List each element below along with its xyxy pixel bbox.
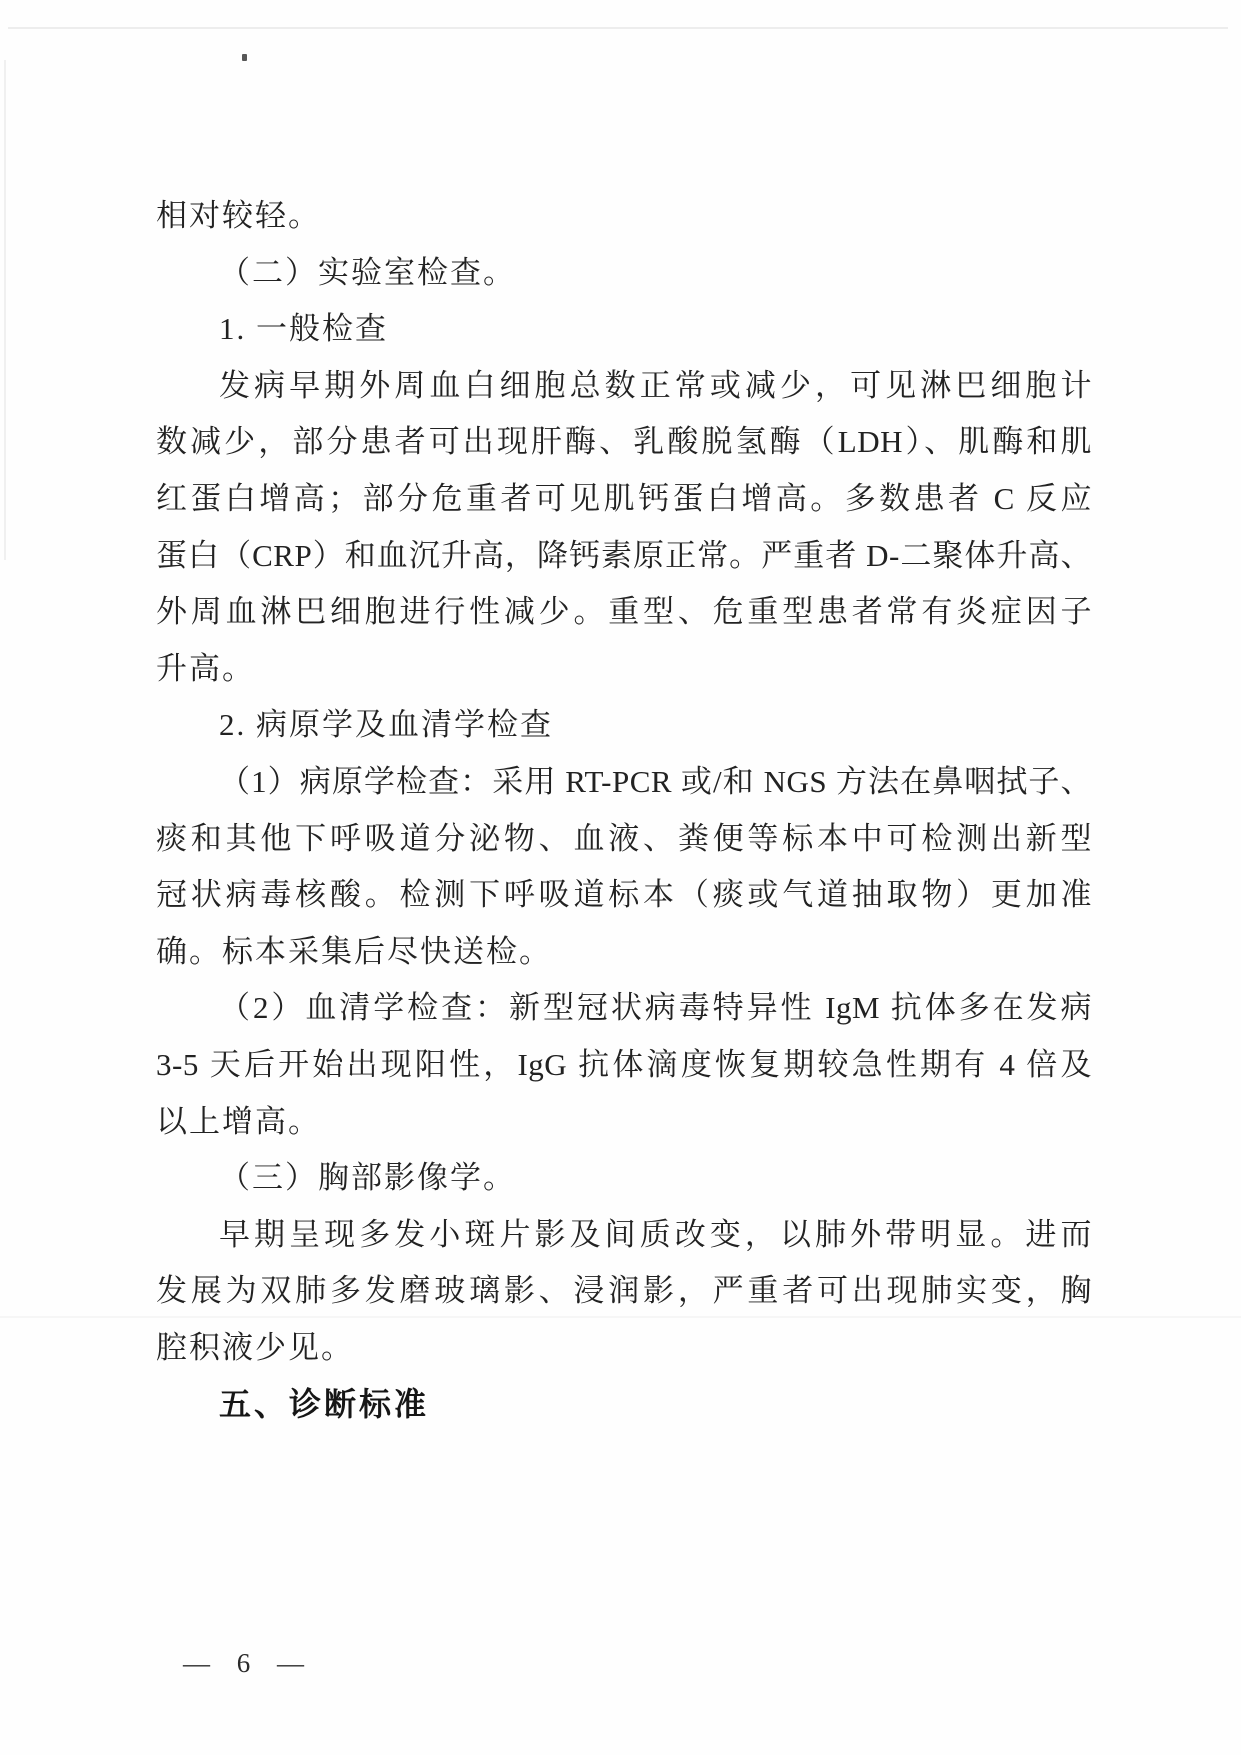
- text-line: 红蛋白增高；部分危重者可见肌钙蛋白增高。多数患者 C 反应: [156, 480, 1092, 516]
- text-line: 数减少，部分患者可出现肝酶、乳酸脱氢酶（LDH）、肌酶和肌: [156, 424, 1092, 460]
- text-line: 早期呈现多发小斑片影及间质改变，以肺外带明显。进而: [219, 1216, 1092, 1252]
- text-line: 蛋白（CRP）和血沉升高，降钙素原正常。严重者 D-二聚体升高、: [156, 537, 1092, 573]
- text-line: （2）血清学检查：新型冠状病毒特异性 IgM 抗体多在发病: [219, 990, 1092, 1026]
- text-line: 发展为双肺多发磨玻璃影、浸润影，严重者可出现肺实变，胸: [156, 1273, 1092, 1309]
- text-line: 冠状病毒核酸。检测下呼吸道标本（痰或气道抽取物）更加准: [156, 877, 1092, 913]
- text-line: 腔积液少见。: [156, 1329, 354, 1365]
- text-line: （1）病原学检查：采用 RT-PCR 或/和 NGS 方法在鼻咽拭子、: [219, 763, 1092, 799]
- section-heading: 五、诊断标准: [219, 1386, 430, 1423]
- scan-artifact-dot: [242, 54, 247, 61]
- text-line: 以上增高。: [156, 1103, 321, 1139]
- text-line: （三）胸部影像学。: [219, 1160, 516, 1196]
- scan-artifact-line: [8, 27, 1228, 29]
- document-body: [156, 188, 1092, 1433]
- text-line: 3-5 天后开始出现阳性，IgG 抗体滴度恢复期较急性期有 4 倍及: [156, 1046, 1092, 1082]
- text-line: 相对较轻。: [156, 198, 321, 233]
- text-line: 升高。: [156, 650, 255, 686]
- text-line: 外周血淋巴细胞进行性减少。重型、危重型患者常有炎症因子: [156, 594, 1092, 630]
- text-line: 1. 一般检查: [219, 311, 388, 347]
- text-line: 发病早期外周血白细胞总数正常或减少，可见淋巴细胞计: [219, 367, 1092, 403]
- text-line: （二）实验室检查。: [219, 254, 516, 290]
- scan-artifact-streak: [4, 60, 6, 560]
- page-number: — 6 —: [183, 1648, 306, 1678]
- text-line: 痰和其他下呼吸道分泌物、血液、粪便等标本中可检测出新型: [156, 820, 1092, 856]
- text-line: 2. 病原学及血清学检查: [219, 707, 553, 743]
- text-line: 确。标本采集后尽快送检。: [156, 933, 552, 969]
